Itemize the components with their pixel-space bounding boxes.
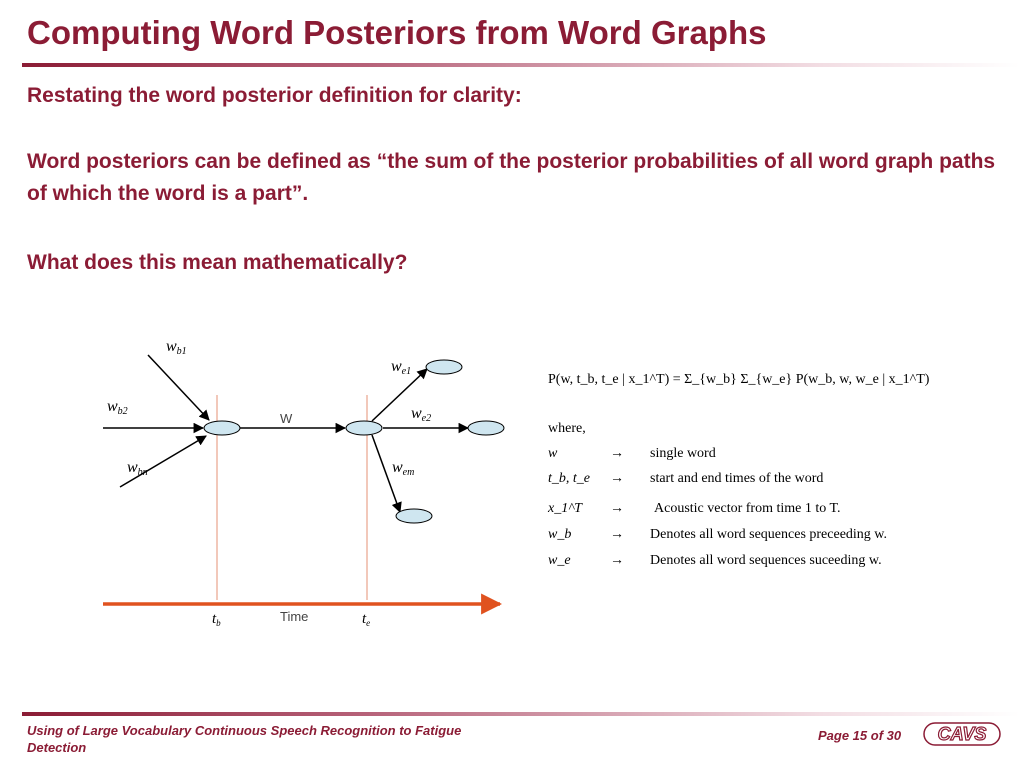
def-text-3: Acoustic vector from time 1 to T.: [654, 501, 841, 516]
page-title: Computing Word Posteriors from Word Graphs: [27, 14, 767, 51]
label-W: W: [280, 411, 293, 426]
label-wb1: wb1: [166, 338, 187, 357]
def-symbol-2: t_b, t_e: [548, 471, 590, 486]
posterior-equation: [548, 372, 930, 387]
definition-statement: Word posteriors can be defined as “the sum of the posterior probabilities of all word graph paths of which the word is a part”.: [27, 150, 996, 205]
def-arrow-4: →: [610, 527, 624, 542]
label-tb: $t_b$: [212, 611, 221, 628]
node-e1: [426, 360, 462, 374]
label-te: $t_e$: [362, 611, 371, 628]
svg-text:CAVS: CAVS: [937, 724, 987, 744]
def-arrow-2: →: [610, 471, 624, 486]
question-text: What does this mean mathematically?: [27, 251, 408, 274]
subtitle: Restating the word posterior definition for clarity:: [27, 84, 522, 107]
svg-text:P(w, t_b, t_e | x_1^T) = Σ_{w_: P(w, t_b, t_e | x_1^T) = Σ_{w_b} Σ_{w_e} P(w_b, w, w_e | x_1^T): [548, 372, 930, 387]
def-symbol-5: w_e: [548, 553, 571, 568]
label-wb2: wb2: [107, 398, 128, 417]
label-we2: we2: [411, 405, 432, 424]
def-symbol-3: x_1^T: [548, 501, 582, 516]
where-label: where,: [548, 421, 586, 436]
def-text-5: Denotes all word sequences suceeding w.: [650, 553, 882, 568]
label-wem: wem: [392, 459, 415, 478]
def-text-1: single word: [650, 446, 716, 461]
def-symbol-4: w_b: [548, 527, 572, 542]
cavs-logo: [922, 720, 1002, 748]
def-arrow-1: →: [610, 446, 624, 461]
page-number: Page 15 of 30: [818, 728, 902, 743]
node-e2: [468, 421, 504, 435]
node-em: [396, 509, 432, 523]
label-wbn: wbn: [127, 459, 148, 478]
label-we1: we1: [391, 358, 412, 377]
def-arrow-3: →: [610, 501, 624, 516]
label-time: Time: [280, 609, 309, 624]
footer-divider: [22, 712, 1020, 716]
definition-list: [547, 446, 887, 568]
def-symbol-1: w: [548, 446, 558, 461]
footer-text: Using of Large Vocabulary Continuous Speech Recognition to Fatigue Detection: [27, 723, 462, 755]
edge-wb1: [148, 355, 209, 420]
node-end: [346, 421, 382, 435]
node-start: [204, 421, 240, 435]
def-arrow-5: →: [610, 553, 624, 568]
def-text-4: Denotes all word sequences preceeding w.: [650, 527, 888, 542]
def-text-2: start and end times of the word: [650, 471, 824, 486]
